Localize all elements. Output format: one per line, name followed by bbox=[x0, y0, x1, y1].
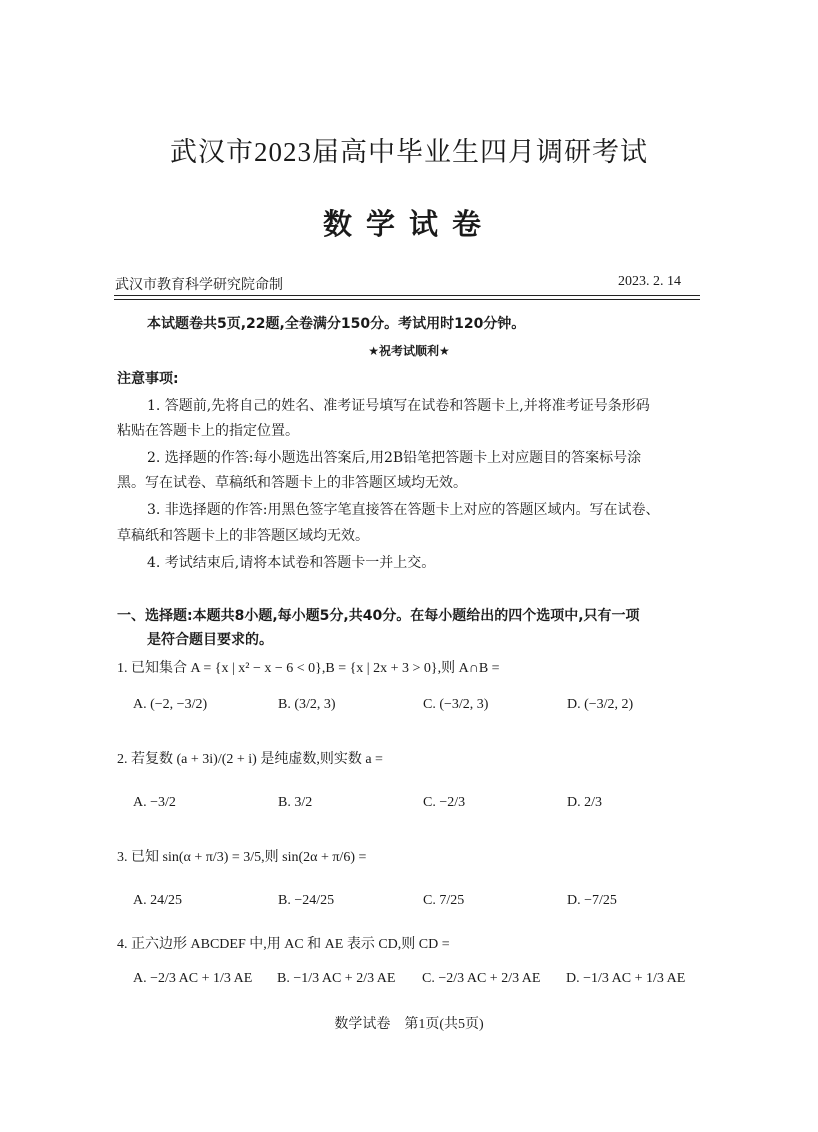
question-1-option-b: B. (3/2, 3) bbox=[278, 697, 336, 712]
question-2-option-b: B. 3/2 bbox=[278, 795, 313, 810]
exam-title: 武汉市2023届高中毕业生四月调研考试 bbox=[170, 137, 648, 167]
issuer: 武汉市教育科学研究院命制 bbox=[115, 278, 283, 293]
exam-date: 2023. 2. 14 bbox=[618, 274, 681, 289]
question-3-stem: 3. 已知 sin(α + π/3) = 3/5,则 sin(2α + π/6) = bbox=[117, 850, 367, 865]
question-3-option-b: B. −24/25 bbox=[278, 893, 335, 908]
question-2-option-a: A. −3/2 bbox=[133, 795, 176, 810]
header-rule-thin bbox=[114, 299, 700, 300]
note-2-line-2: 黑。写在试卷、草稿纸和答题卡上的非答题区域均无效。 bbox=[117, 475, 467, 491]
note-1-line-1: 1. 答题前,先将自己的姓名、准考证号填写在试卷和答题卡上,并将准考证号条形码 bbox=[147, 398, 650, 414]
question-4-option-b: B. −1/3 AC + 2/3 AE bbox=[277, 971, 396, 986]
section-heading-line-2: 是符合题目要求的。 bbox=[147, 632, 273, 648]
question-2-stem: 2. 若复数 (a + 3i)/(2 + i) 是纯虚数,则实数 a = bbox=[117, 752, 383, 767]
question-4-option-c: C. −2/3 AC + 2/3 AE bbox=[422, 971, 541, 986]
page-footer: 数学试卷 第1页(共5页) bbox=[334, 1017, 484, 1032]
question-4-option-d: D. −1/3 AC + 1/3 AE bbox=[566, 971, 686, 986]
note-1-line-2: 粘贴在答题卡上的指定位置。 bbox=[117, 423, 299, 439]
note-3-line-1: 3. 非选择题的作答:用黑色签字笔直接答在答题卡上对应的答题区域内。写在试卷、 bbox=[147, 502, 660, 518]
question-1-option-d: D. (−3/2, 2) bbox=[567, 697, 634, 712]
note-4: 4. 考试结束后,请将本试卷和答题卡一并上交。 bbox=[147, 555, 436, 571]
question-2-option-d: D. 2/3 bbox=[567, 795, 602, 810]
good-luck-banner: ★祝考试顺利★ bbox=[368, 344, 450, 358]
section-heading-line-1: 一、选择题:本题共8小题,每小题5分,共40分。在每小题给出的四个选项中,只有一项 bbox=[117, 608, 640, 624]
question-1-option-a: A. (−2, −3/2) bbox=[133, 697, 208, 712]
exam-intro: 本试题卷共5页,22题,全卷满分150分。考试用时120分钟。 bbox=[147, 316, 526, 332]
question-3-option-d: D. −7/25 bbox=[567, 893, 617, 908]
notes-title: 注意事项: bbox=[117, 371, 179, 387]
question-4-stem: 4. 正六边形 ABCDEF 中,用 AC 和 AE 表示 CD,则 CD = bbox=[117, 937, 450, 952]
header-rule-thick bbox=[114, 295, 700, 296]
question-3-option-c: C. 7/25 bbox=[423, 893, 465, 908]
note-3-line-2: 草稿纸和答题卡上的非答题区域均无效。 bbox=[117, 528, 369, 544]
subject-title: 数学试卷 bbox=[322, 207, 495, 241]
question-1-stem: 1. 已知集合 A = {x | x² − x − 6 < 0},B = {x | 2x + 3 > 0},则 A∩B = bbox=[117, 661, 500, 676]
question-1-option-c: C. (−3/2, 3) bbox=[423, 697, 489, 712]
question-3-option-a: A. 24/25 bbox=[133, 893, 182, 908]
question-2-option-c: C. −2/3 bbox=[423, 795, 466, 810]
question-4-option-a: A. −2/3 AC + 1/3 AE bbox=[133, 971, 253, 986]
note-2-line-1: 2. 选择题的作答:每小题选出答案后,用2B铅笔把答题卡上对应题目的答案标号涂 bbox=[147, 450, 642, 466]
